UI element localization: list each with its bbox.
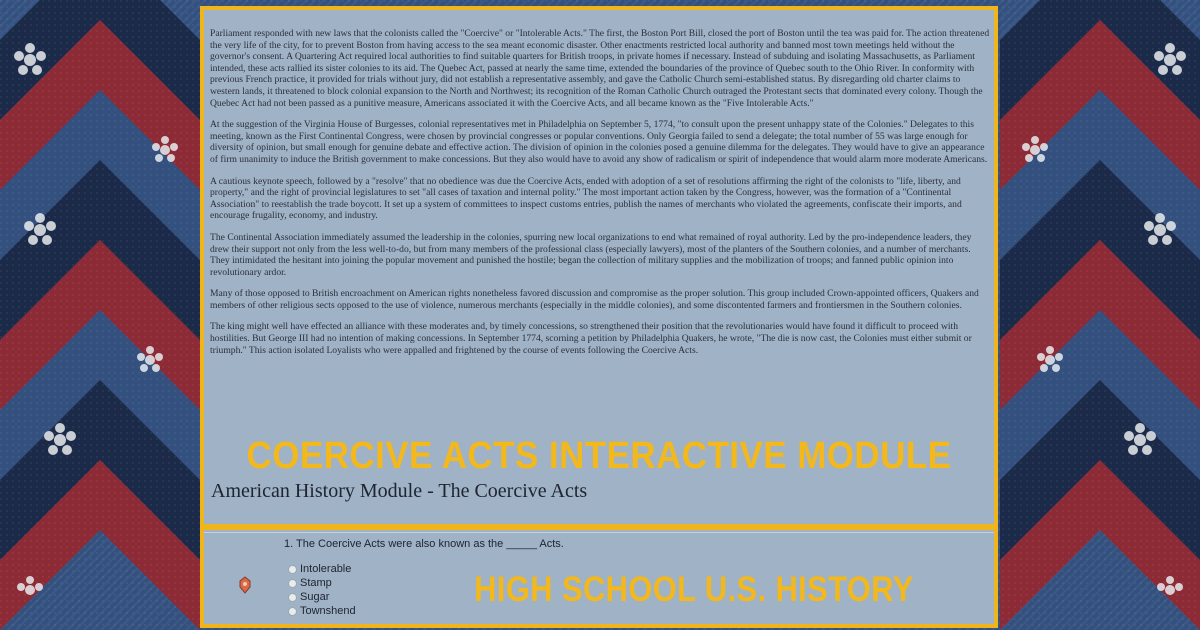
quiz-option-label: Townshend [300, 605, 356, 617]
banner-subtitle: HIGH SCHOOL U.S. HISTORY [474, 570, 914, 609]
article-paragraph: Many of those opposed to British encroachment on American rights nonetheless favored discussion and compromise as the proper solution. This group included Crown-appointed officers, Quakers and members of other religious sects opposed to the use of violence, numerous merchants (especially in the middle colonies), and some discontented farmers and frontiersmen in the Southern colonies. [210, 288, 979, 311]
quiz-option-label: Sugar [300, 591, 330, 603]
article-paragraph: The Continental Association immediately assumed the leadership in the colonies, spurring new local organizations to end what remained of royal authority. Led by the pro-independence leaders, they drew their support not only from the less well-to-do, but from many members of the professional class (especially lawyers), most of the planters of the Southern colonies, and a number of merchants. They intimidated the hesitant into joining the popular movement and punished the hostile; began the collection of military supplies and the mobilization of troops; and fanned public opinion into revolutionary ardor. [210, 231, 972, 278]
section-divider-line [204, 532, 994, 533]
article-paragraph: A cautious keynote speech, followed by a "resolve" that no obedience was due the Coercive Acts, ended with adoption of a set of resolutions affirming the right of the colonists to "life, liberty, and property," and the right of provincial legislatures to set "all cases of taxation and internal polity." The most important action taken by the Congress, however, was the formation of a "Continental Association" to reestablish the trade boycott. It set up a system of committees to inspect customs entries, publish the names of merchants who violated the agreements, confiscate their imports, and encourage frugality, economy, and industry. [210, 175, 962, 222]
radio-button[interactable] [288, 593, 297, 602]
quiz-option[interactable] [288, 604, 356, 618]
map-pin-icon[interactable] [238, 576, 252, 594]
article-text [210, 28, 990, 366]
radio-button[interactable] [288, 607, 297, 616]
quiz-options [288, 562, 356, 618]
banner-title: COERCIVE ACTS INTERACTIVE MODULE [246, 435, 952, 477]
quiz-question: 1. The Coercive Acts were also known as the _____ Acts. [284, 538, 564, 550]
article-paragraph: At the suggestion of the Virginia House of Burgesses, colonial representatives met in Philadelphia on September 5, 1774, "to consult upon the present unhappy state of the Colonies." Delegates to this meeting, known as the First Continental Congress, were chosen by provincial congresses or popular conventions. Only Georgia failed to send a delegate; the total number of 55 was large enough for diversity of opinion, but small enough for genuine debate and effective action. The division of opinion in the colonies posed a genuine dilemma for the delegates. They would have to give an appearance of firm unanimity to induce the British government to make concessions. But they also would have to avoid any show of radicalism or spirit of independence that would alarm more moderate Americans. [210, 119, 988, 165]
article-paragraph: The king might well have effected an alliance with these moderates and, by timely concessions, so strengthened their position that the revolutionaries would have found it difficult to proceed with hostilities. But George III had no intention of making concessions. In September 1774, scorning a petition by Philadelphia Quakers, he wrote, "The die is now cast, the Colonies must either submit or triumph." This action isolated Loyalists who were appalled and frightened by the course of events following the Coercive Acts. [210, 321, 972, 356]
radio-button[interactable] [288, 565, 297, 574]
radio-button[interactable] [288, 579, 297, 588]
quiz-option-label: Intolerable [300, 563, 352, 575]
module-panel [200, 6, 998, 628]
section-divider [204, 524, 994, 530]
module-title: American History Module - The Coercive Acts [211, 480, 588, 502]
quiz-option[interactable] [288, 576, 356, 590]
quiz-option-label: Stamp [300, 577, 332, 589]
quiz-option[interactable] [288, 562, 356, 576]
article-paragraph: Parliament responded with new laws that the colonists called the "Coercive" or "Intolerable Acts." The first, the Boston Port Bill, closed the port of Boston until the tea was paid for. The action threatened the very life of the city, for to prevent Boston from having access to the sea meant economic disaster. Other enactments restricted local authority and banned most town meetings held without the governor's consent. A Quartering Act required local authorities to find suitable quarters for British troops, in private homes if necessary. Instead of subduing and isolating Massachusetts, as Parliament intended, these acts rallied its sister colonies to its aid. The Quebec Act, passed at nearly the same time, extended the boundaries of the province of Quebec south to the Ohio River. In conformity with previous French practice, it provided for trials without jury, did not establish a representative assembly, and gave the Catholic Church semi-established status. By disregarding old charter claims to western lands, it threatened to block colonial expansion to the North and Northwest; its recognition of the Roman Catholic Church outraged the Protestant sects that dominated every colony. Though the Quebec Act had not been passed as a punitive measure, Americans associated it with the Coercive Acts, and all became known as the "Five Intolerable Acts." [210, 28, 990, 109]
quiz-option[interactable] [288, 590, 356, 604]
